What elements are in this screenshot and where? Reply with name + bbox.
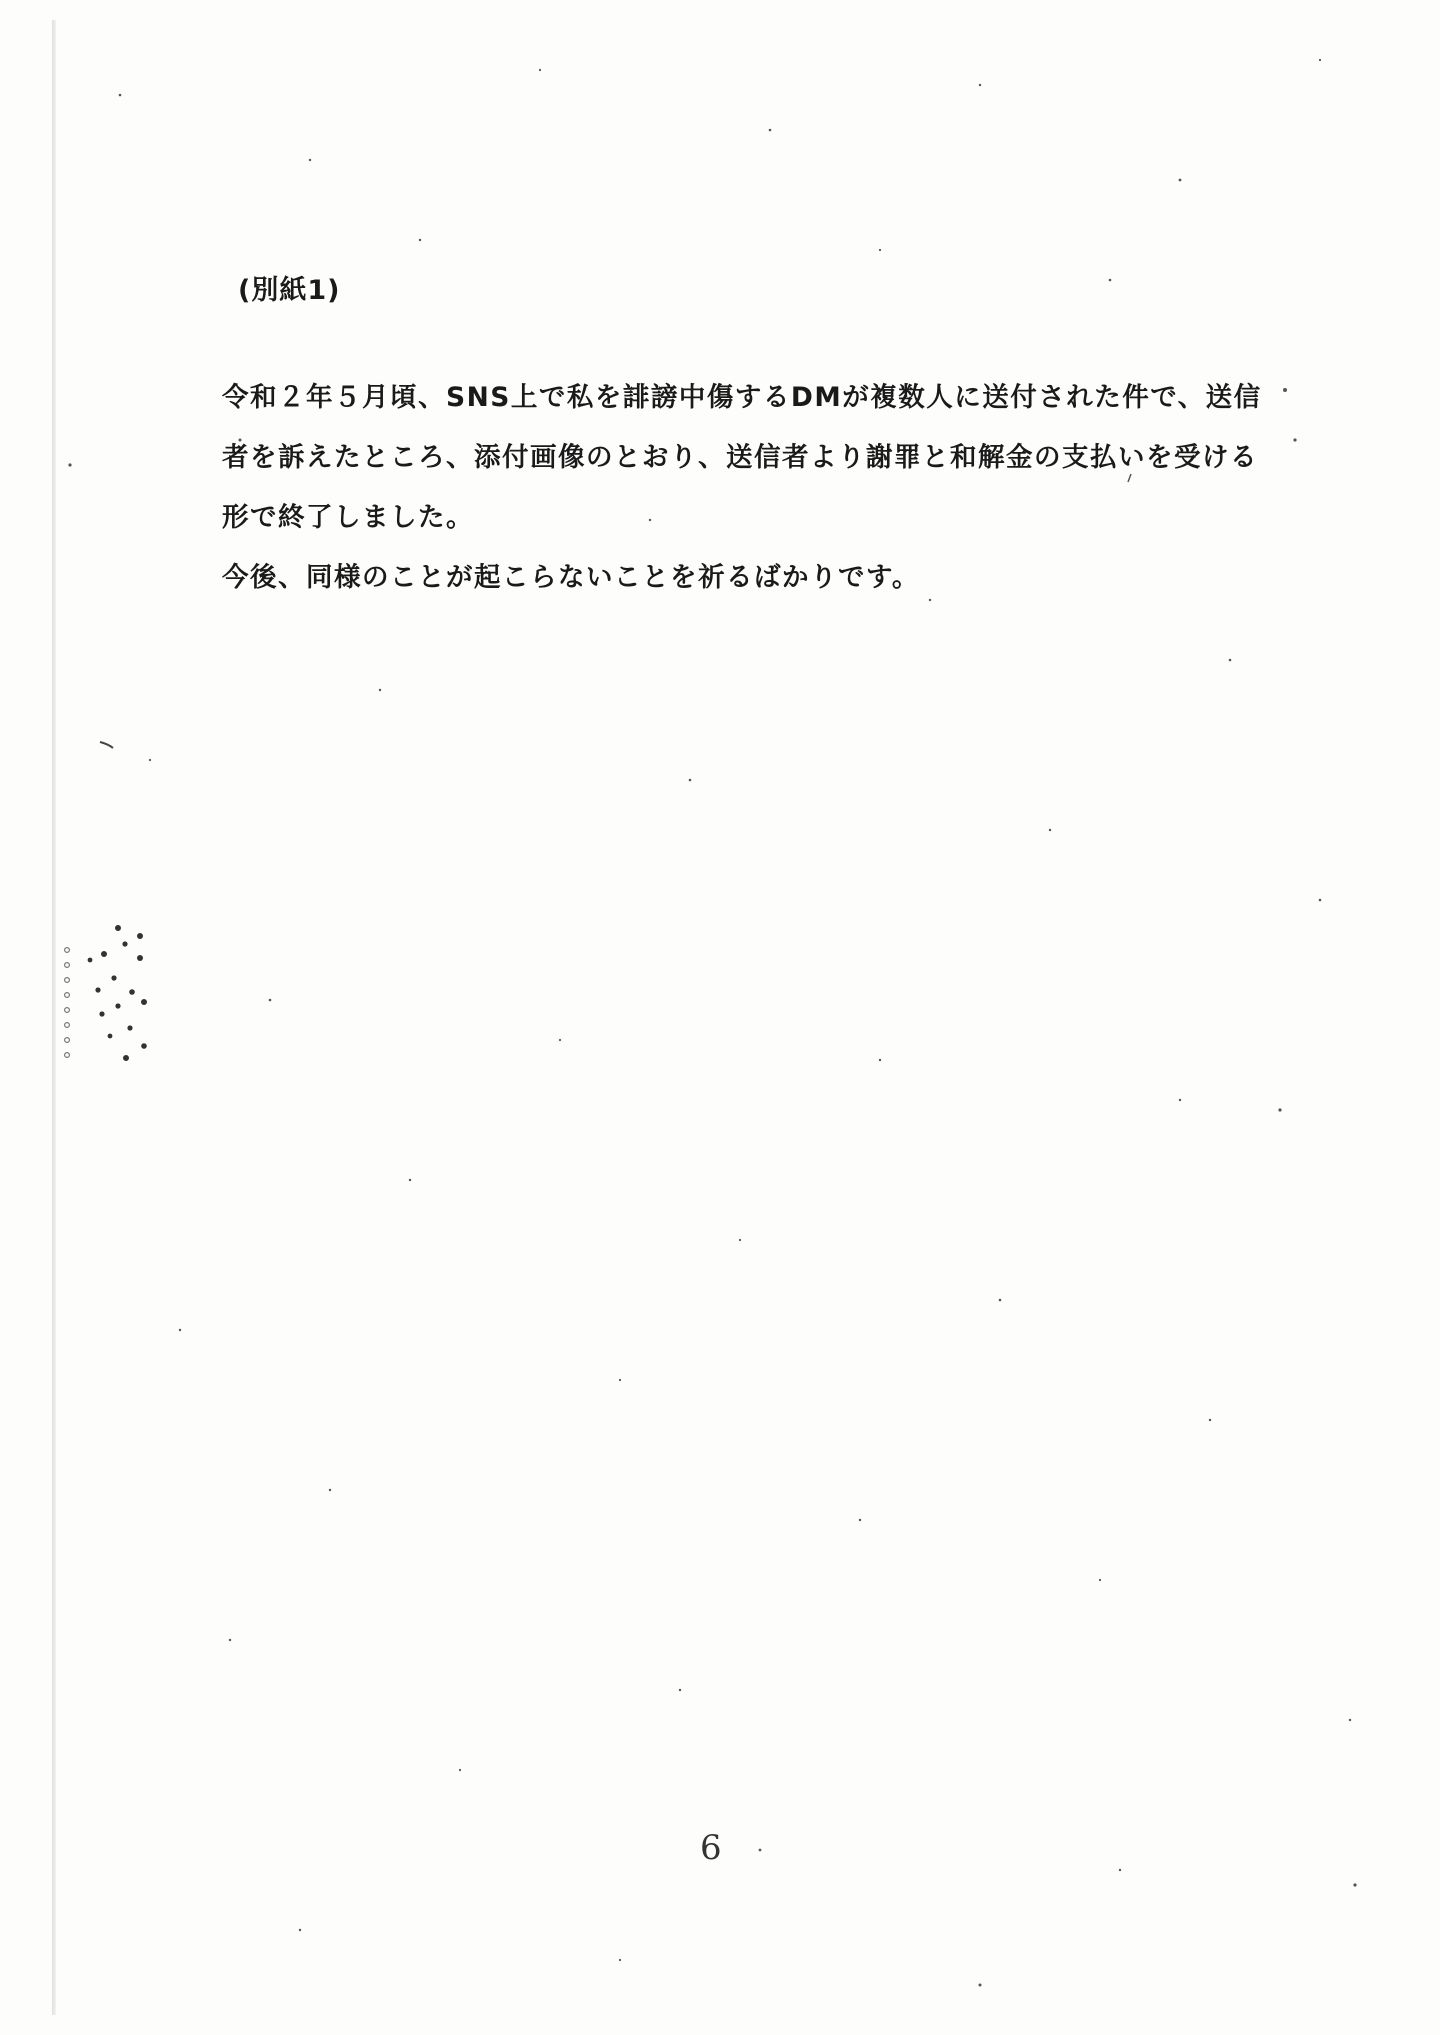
- page-number: 6: [700, 1828, 722, 1868]
- statement-line-1: 令和２年５月頃、SNS上で私を誹謗中傷するDMが複数人に送付された件で、送信: [222, 382, 1262, 413]
- attachment-label: (別紙1): [238, 275, 341, 306]
- statement-line-2: 者を訴えたところ、添付画像のとおり、送信者より謝罪と和解金の支払いを受ける: [222, 442, 1258, 473]
- punch-hole-marks: [40, 920, 160, 1080]
- statement-body: [222, 368, 1282, 608]
- statement-line-3: 形で終了しました。: [222, 502, 474, 533]
- statement-line-4: 今後、同様のことが起こらないことを祈るばかりです。: [222, 562, 920, 593]
